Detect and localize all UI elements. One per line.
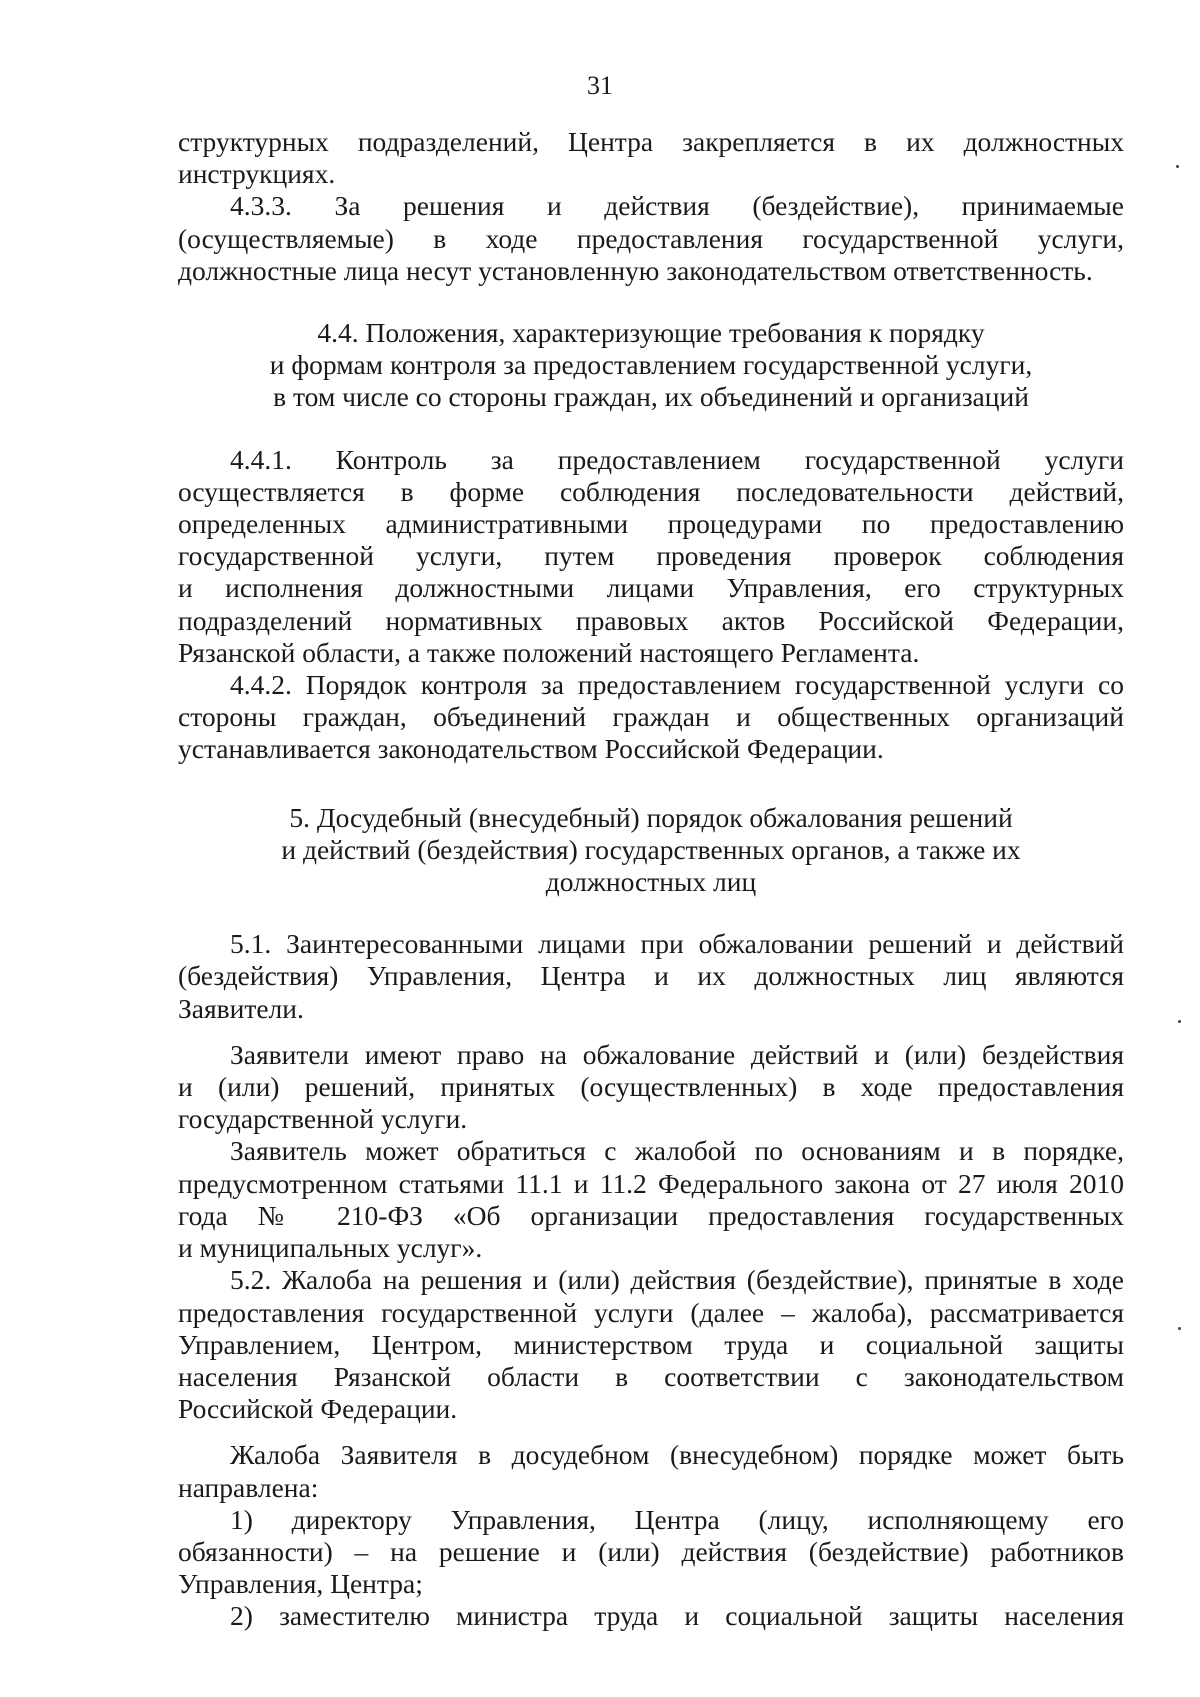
document-body xyxy=(178,126,1124,1633)
spacer xyxy=(178,1025,1124,1039)
section-heading-4-4 xyxy=(178,317,1124,414)
heading-line: и формам контроля за предоставлением государственной услуги, xyxy=(269,349,1033,381)
page-number: 31 xyxy=(587,71,613,100)
text-line: предусмотренном статьями 11.1 и 11.2 Федерального закона от 27 июля 2010 xyxy=(178,1167,1124,1199)
text-line: определенных административными процедурами по предоставлению xyxy=(178,508,1124,540)
text-line: Заявитель может обратиться с жалобой по основаниям и в порядке, xyxy=(230,1135,1124,1167)
paragraph-complaint-basis xyxy=(178,1135,1124,1264)
spacer xyxy=(178,287,1124,317)
text-line: 4.3.3. За решения и действия (бездействие), принимаемые xyxy=(230,190,1124,222)
text-line: (бездействия) Управления, Центра и их должностных лиц являются xyxy=(178,960,1124,992)
text-line: должностные лица несут установленную законодательством ответственность. xyxy=(178,254,1093,286)
text-line: государственной услуги. xyxy=(178,1103,468,1135)
paragraph-complaint-directed xyxy=(178,1439,1124,1503)
list-item-2 xyxy=(178,1600,1124,1632)
spacer xyxy=(178,898,1124,928)
text-line: и муниципальных услуг». xyxy=(178,1232,483,1264)
heading-line: в том числе со стороны граждан, их объединений и организаций xyxy=(273,381,1029,413)
text-line: 4.4.1. Контроль за предоставлением государственной услуги xyxy=(230,443,1124,475)
scan-speck xyxy=(1178,1020,1181,1023)
text-line: населения Рязанской области в соответствии с законодательством xyxy=(178,1360,1124,1392)
text-line: года № 210-ФЗ «Об организации предоставления государственных xyxy=(178,1199,1124,1231)
heading-line: должностных лиц xyxy=(545,866,757,898)
paragraph-continuation xyxy=(178,126,1124,190)
spacer xyxy=(178,414,1124,444)
text-line: 5.2. Жалоба на решения и (или) действия (бездействие), принятые в ходе xyxy=(230,1264,1124,1296)
text-line: Жалоба Заявителя в досудебном (внесудебном) порядке может быть xyxy=(230,1439,1124,1471)
text-line: стороны граждан, объединений граждан и общественных организаций xyxy=(178,701,1124,733)
text-line: устанавливается законодательством Российской Федерации. xyxy=(178,733,884,765)
paragraph-applicants-rights xyxy=(178,1039,1124,1136)
scan-speck xyxy=(1176,165,1179,168)
section-heading-5 xyxy=(178,802,1124,899)
paragraph-5-1 xyxy=(178,928,1124,1025)
text-line: Российской Федерации. xyxy=(178,1393,458,1425)
heading-line: 5. Досудебный (внесудебный) порядок обжалования решений xyxy=(289,801,1013,833)
heading-line: и действий (бездействия) государственных органов, а также их xyxy=(281,833,1021,865)
text-line: Заявители. xyxy=(178,992,304,1024)
paragraph-5-2 xyxy=(178,1264,1124,1425)
spacer xyxy=(178,1425,1124,1439)
text-line: структурных подразделений, Центра закрепляется в их должностных xyxy=(178,126,1124,157)
text-line: предоставления государственной услуги (далее – жалоба), рассматривается xyxy=(178,1296,1124,1328)
text-line: обязанности) – на решение и (или) действия (бездействие) работников xyxy=(178,1535,1124,1567)
scan-speck xyxy=(1178,1327,1181,1330)
paragraph-4-4-1 xyxy=(178,444,1124,669)
text-line: инструкциях. xyxy=(178,158,336,190)
text-line: и (или) решений, принятых (осуществленных) в ходе предоставления xyxy=(178,1071,1124,1103)
text-line: 4.4.2. Порядок контроля за предоставлением государственной услуги со xyxy=(230,669,1124,701)
text-line: Рязанской области, а также положений настоящего Регламента. xyxy=(178,636,920,668)
text-line: 1) директору Управления, Центра (лицу, исполняющему его xyxy=(230,1503,1124,1535)
paragraph-4-4-2 xyxy=(178,669,1124,766)
text-line: направлена: xyxy=(178,1471,319,1503)
text-line: и исполнения должностными лицами Управления, его структурных xyxy=(178,572,1124,604)
spacer xyxy=(178,766,1124,802)
text-line: 2) заместителю министра труда и социальной защиты населения xyxy=(230,1600,1124,1632)
text-line: (осуществляемые) в ходе предоставления государственной услуги, xyxy=(178,222,1124,254)
text-line: Управлением, Центром, министерством труда и социальной защиты xyxy=(178,1328,1124,1360)
text-line: Заявители имеют право на обжалование действий и (или) бездействия xyxy=(230,1038,1124,1070)
text-line: осуществляется в форме соблюдения последовательности действий, xyxy=(178,475,1124,507)
text-line: государственной услуги, путем проведения проверок соблюдения xyxy=(178,540,1124,572)
text-line: 5.1. Заинтересованными лицами при обжаловании решений и действий xyxy=(230,928,1124,960)
text-line: подразделений нормативных правовых актов Российской Федерации, xyxy=(178,604,1124,636)
list-item-1 xyxy=(178,1504,1124,1601)
heading-line: 4.4. Положения, характеризующие требования к порядку xyxy=(317,317,985,349)
paragraph-4-3-3 xyxy=(178,190,1124,287)
text-line: Управления, Центра; xyxy=(178,1568,423,1600)
